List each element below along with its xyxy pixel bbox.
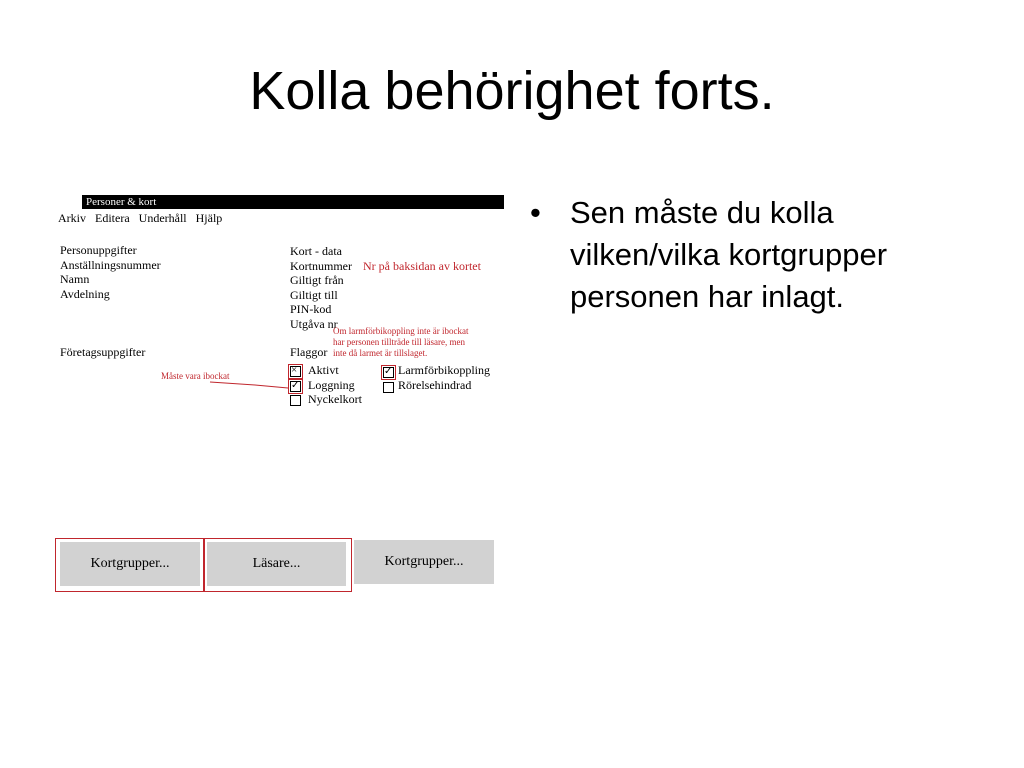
- label-namn: Namn: [60, 272, 90, 286]
- label-flaggor: Flaggor: [290, 345, 328, 359]
- label-kort-data: Kort - data: [290, 244, 342, 258]
- label-kortnummer: Kortnummer: [290, 259, 352, 273]
- lasare-button[interactable]: Läsare...: [207, 542, 346, 586]
- label-personuppgifter: Personuppgifter: [60, 243, 137, 257]
- note-alarm-line-2: har personen tillträde till läsare, men: [333, 337, 465, 347]
- menu-arkiv[interactable]: Arkiv: [58, 211, 86, 225]
- label-loggning: Loggning: [308, 378, 355, 392]
- note-must-check: Måste vara ibockat: [161, 371, 230, 381]
- bullet-text: Sen måste du kolla vilken/vilka kortgrupper personen har inlagt.: [570, 195, 888, 314]
- bullet-list: [530, 192, 970, 318]
- slide-title: Kolla behörighet forts.: [249, 61, 775, 121]
- note-alarm-line-1: Om larmförbikoppling inte är ibockat: [333, 326, 469, 336]
- label-rorelsehindrad: Rörelsehindrad: [398, 378, 472, 392]
- label-larmforbikoppling: Larmförbikoppling: [398, 363, 490, 377]
- label-foretagsuppgifter: Företagsuppgifter: [60, 345, 146, 359]
- note-card-number: Nr på baksidan av kortet: [363, 259, 481, 273]
- label-avdelning: Avdelning: [60, 287, 110, 301]
- note-alarm-line-3: inte då larmet är tillslaget.: [333, 348, 428, 358]
- kortgrupper-button-left[interactable]: Kortgrupper...: [60, 542, 200, 586]
- label-utgava-nr: Utgåva nr: [290, 317, 338, 331]
- menu-hjalp[interactable]: Hjälp: [195, 211, 223, 225]
- label-giltigt-till: Giltigt till: [290, 288, 338, 302]
- label-giltigt-fran: Giltigt från: [290, 273, 344, 287]
- label-aktivt: Aktivt: [308, 363, 339, 377]
- menu-underhall[interactable]: Underhåll: [138, 211, 187, 225]
- bullet-item: [530, 192, 970, 318]
- kortgrupper-button-right[interactable]: Kortgrupper...: [354, 540, 494, 584]
- pointer-line-must-check: [210, 382, 288, 388]
- label-nyckelkort: Nyckelkort: [308, 392, 362, 406]
- label-anstallningsnummer: Anställningsnummer: [60, 258, 161, 272]
- label-pin-kod: PIN-kod: [290, 302, 332, 316]
- bullet-dot-icon: •: [530, 195, 541, 230]
- menu-editera[interactable]: Editera: [95, 211, 130, 225]
- window-titlebar: Personer & kort: [82, 195, 504, 209]
